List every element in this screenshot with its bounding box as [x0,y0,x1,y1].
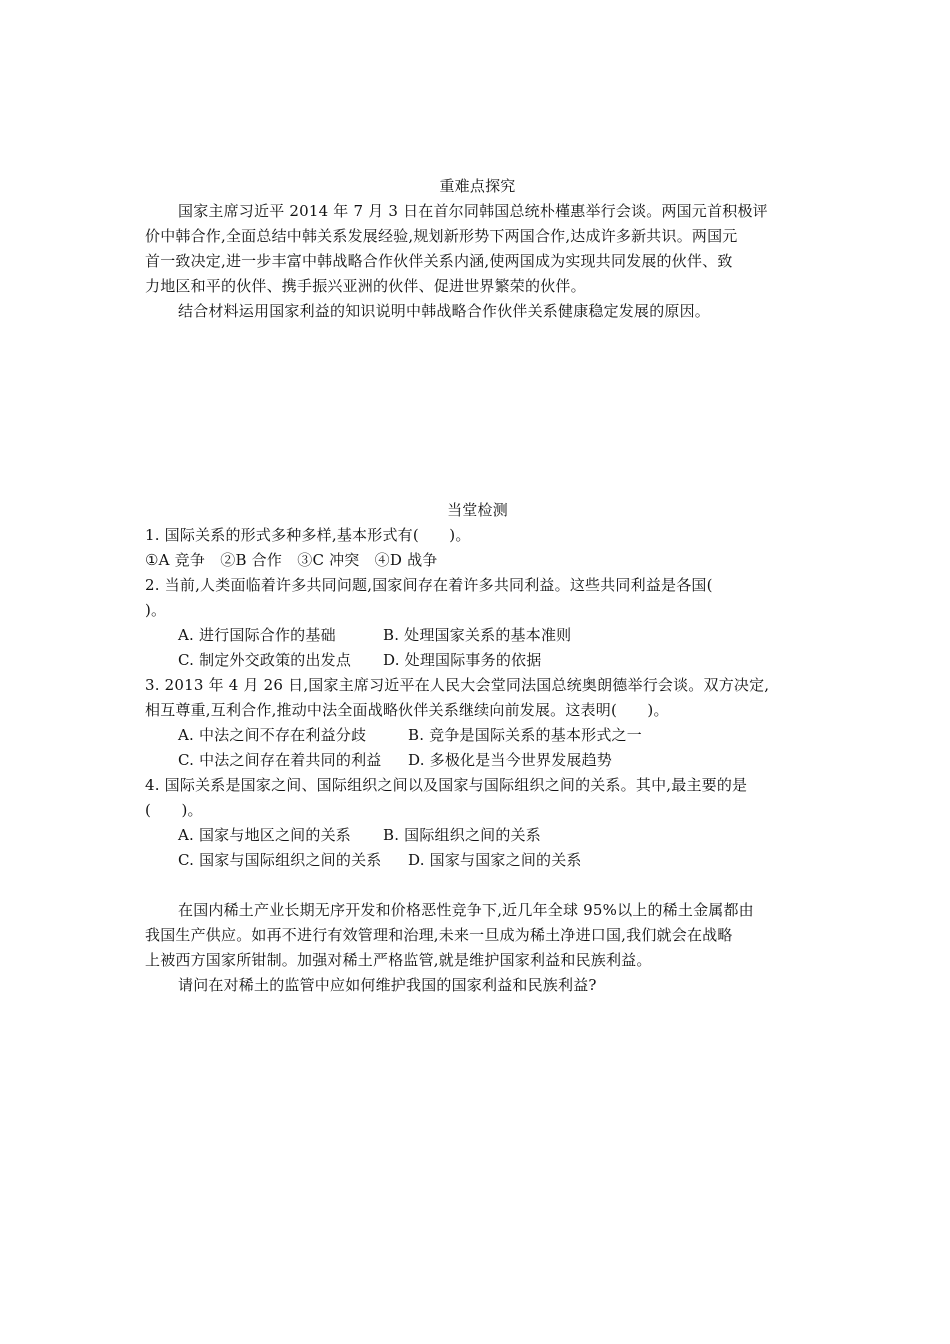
material-paragraph-line: 力地区和平的伙伴、携手振兴亚洲的伙伴、促进世界繁荣的伙伴。 [145,277,586,295]
question-3-options-row [178,723,810,748]
question-1-stem: 1. 国际关系的形式多种多样,基本形式有( )。 [145,526,471,544]
material-paragraph-line: 价中韩合作,全面总结中韩关系发展经验,规划新形势下两国合作,达成许多新共识。两国元 [145,227,738,245]
rare-earth-paragraph-line: 上被西方国家所钳制。加强对稀土严格监管,就是维护国家利益和民族利益。 [145,951,652,969]
question-3-options-row [178,748,810,773]
option-d: D. 国家与国家之间的关系 [408,851,582,869]
option-a: A. 国家与地区之间的关系 [178,826,351,844]
question-3-stem-line: 相互尊重,互利合作,推动中法全面战略伙伴关系继续向前发展。这表明( )。 [145,701,669,719]
question-2-stem-line: )。 [145,601,167,619]
option-a: A. 中法之间不存在利益分歧 [178,726,367,744]
material-paragraph-line: 国家主席习近平 2014 年 7 月 3 日在首尔同韩国总统朴槿惠举行会谈。两国元首积极评 [178,202,768,220]
option-d: D. 多极化是当今世界发展趋势 [408,751,613,769]
option-a: A. 进行国际合作的基础 [178,626,336,644]
section-title-class-test: 当堂检测 [447,501,508,519]
question-4-stem-line: 4. 国际关系是国家之间、国际组织之间以及国家与国际组织之间的关系。其中,最主要的是 [145,776,748,794]
rare-earth-paragraph-line: 在国内稀土产业长期无序开发和价格恶性竞争下,近几年全球 95%以上的稀土金属都由 [178,901,754,919]
rare-earth-paragraph-line: 我国生产供应。如再不进行有效管理和治理,未来一旦成为稀土净进口国,我们就会在战略 [145,926,733,944]
question-2-options-row [178,623,810,648]
question-4-options-row [178,823,810,848]
option-b: B. 国际组织之间的关系 [383,826,541,844]
question-4-options-row [178,848,810,873]
option-d: D. 处理国际事务的依据 [383,651,542,669]
question-4-stem-line: ( )。 [145,801,203,819]
material-paragraph-line: 首一致决定,进一步丰富中韩战略合作伙伴关系内涵,使两国成为实现共同发展的伙伴、致 [145,252,733,270]
option-c: C. 国家与国际组织之间的关系 [178,851,382,869]
question-1-options: ①A 竞争 ②B 合作 ③C 冲突 ④D 战争 [145,551,438,569]
option-c: C. 制定外交政策的出发点 [178,651,352,669]
section-title-key-points: 重难点探究 [439,177,516,195]
option-c: C. 中法之间存在着共同的利益 [178,751,382,769]
option-b: B. 处理国家关系的基本准则 [383,626,572,644]
question-2-stem-line: 2. 当前,人类面临着许多共同问题,国家间存在着许多共同利益。这些共同利益是各国( [145,576,713,594]
question-3-stem-line: 3. 2013 年 4 月 26 日,国家主席习近平在人民大会堂同法国总统奥朗德举行会谈。双方决定, [145,676,770,694]
rare-earth-question: 请问在对稀土的监管中应如何维护我国的国家利益和民族利益? [178,976,597,994]
exploration-question: 结合材料运用国家利益的知识说明中韩战略合作伙伴关系健康稳定发展的原因。 [178,302,711,320]
question-2-options-row [178,648,810,673]
option-b: B. 竞争是国际关系的基本形式之一 [408,726,642,744]
